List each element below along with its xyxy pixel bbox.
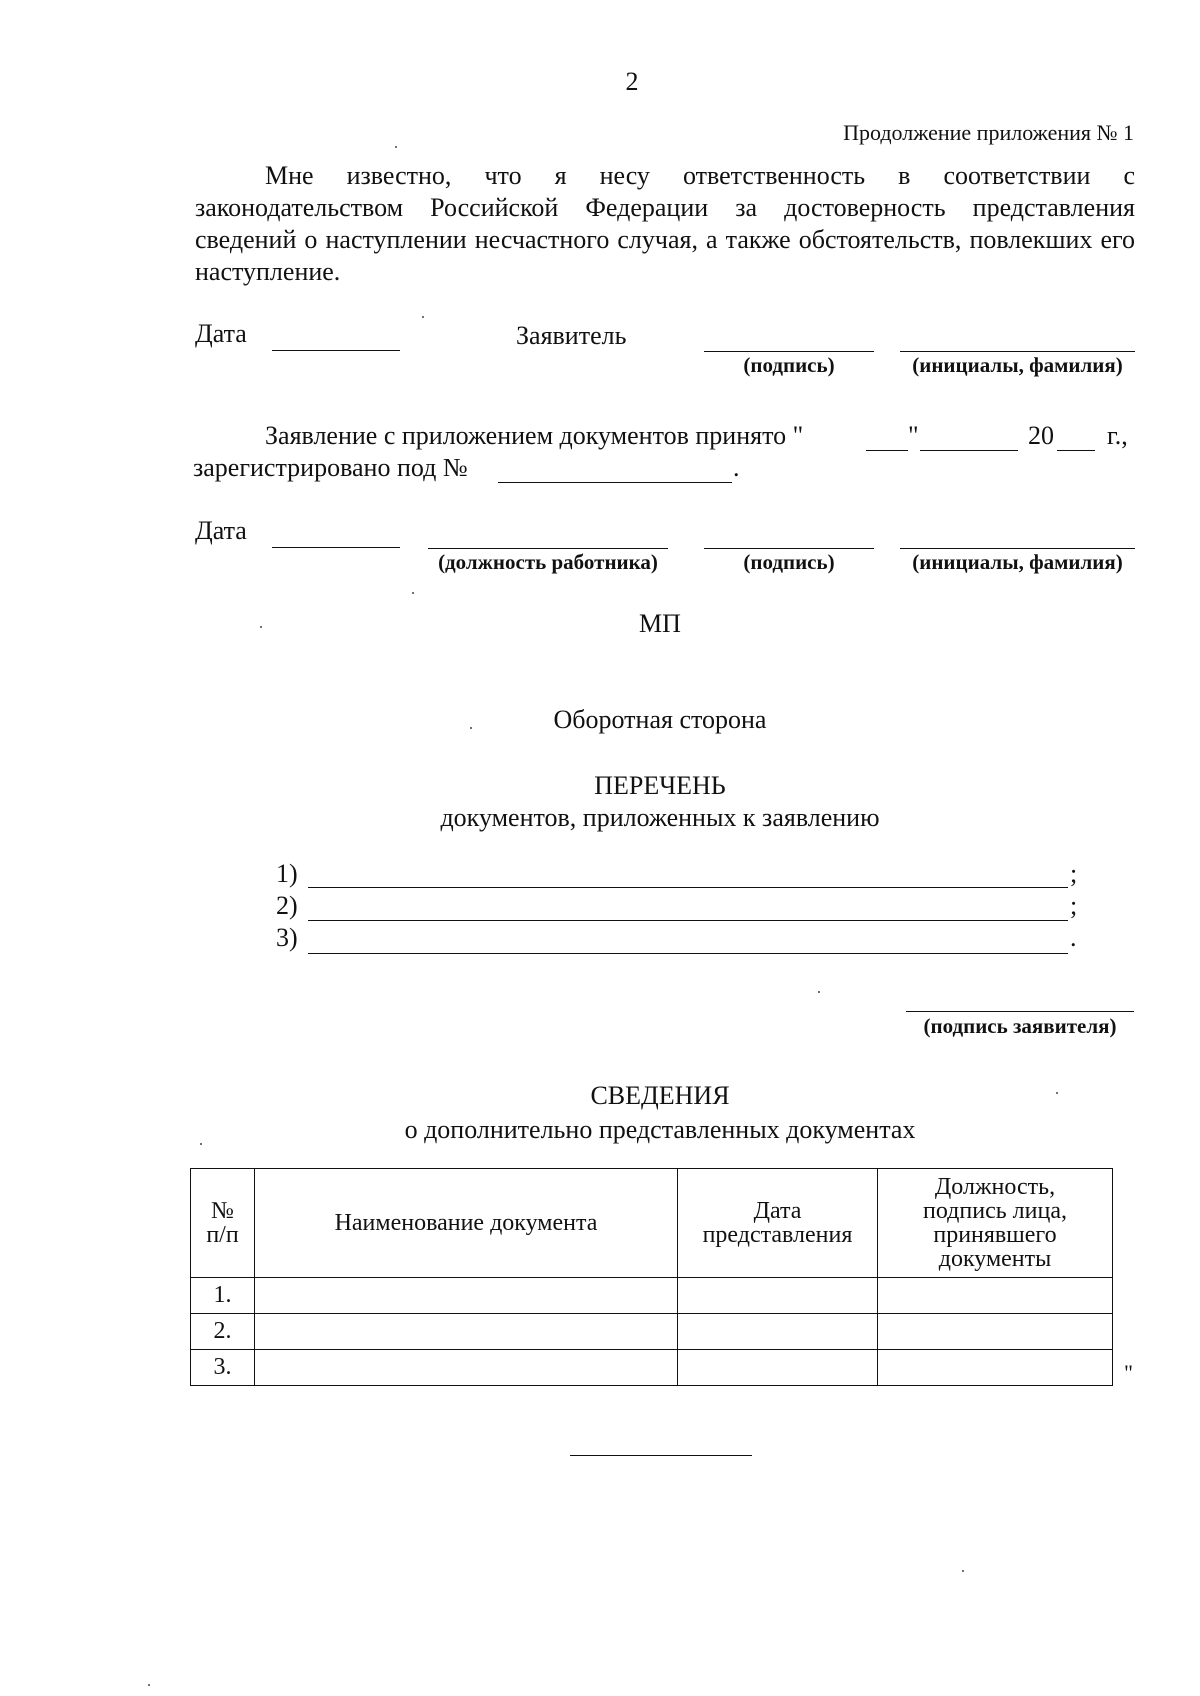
applicant-signature-line[interactable] bbox=[906, 1011, 1134, 1012]
employee-signature-field[interactable] bbox=[704, 548, 874, 549]
applicant-label: Заявитель bbox=[516, 321, 627, 350]
scan-speck bbox=[412, 592, 414, 594]
employee-name-caption: (инициалы, фамилия) bbox=[912, 550, 1123, 574]
list-item-end: . bbox=[1070, 923, 1077, 952]
scan-speck bbox=[260, 626, 262, 628]
registration-text: зарегистрировано под № bbox=[193, 453, 468, 482]
list-item-end: ; bbox=[1070, 891, 1078, 920]
scan-speck bbox=[200, 1143, 202, 1145]
page-number: 2 bbox=[625, 67, 639, 96]
list-title: ПЕРЕЧЕНЬ bbox=[594, 771, 726, 800]
applicant-signature-caption: (подпись) bbox=[743, 353, 835, 377]
employee-name-field[interactable] bbox=[900, 548, 1135, 549]
row-submission-date[interactable] bbox=[678, 1314, 878, 1350]
table-row bbox=[191, 1314, 1113, 1350]
scan-speck bbox=[422, 316, 424, 318]
info-title: СВЕДЕНИЯ bbox=[590, 1081, 730, 1110]
applicant-signature-caption: (подпись заявителя) bbox=[923, 1014, 1117, 1038]
table-row bbox=[191, 1350, 1113, 1386]
row-accepting-person[interactable] bbox=[878, 1314, 1113, 1350]
list-item-field[interactable] bbox=[308, 953, 1068, 954]
applicant-signature-field[interactable] bbox=[704, 351, 874, 352]
list-subtitle: документов, приложенных к заявлению bbox=[440, 803, 880, 832]
acceptance-text: Заявление с приложением документов принято " bbox=[265, 421, 804, 450]
table-row bbox=[191, 1278, 1113, 1314]
row-document-name[interactable] bbox=[255, 1314, 678, 1350]
responsibility-paragraph: Мне известно, что я несу ответственность в соответствии с законодательством Российской Федерации за достоверность представления сведений о наступлении несчастного случая, а также обстоятельств, повлекших его наступление. bbox=[195, 161, 1135, 286]
acceptance-year-suffix: г., bbox=[1107, 421, 1128, 450]
info-subtitle: о дополнительно представленных документах bbox=[404, 1115, 916, 1144]
row-document-name[interactable] bbox=[255, 1278, 678, 1314]
list-item-number: 2) bbox=[276, 891, 298, 920]
list-item-field[interactable] bbox=[308, 920, 1068, 921]
employee-date-label: Дата bbox=[195, 516, 247, 545]
row-accepting-person[interactable] bbox=[878, 1350, 1113, 1386]
acceptance-year-prefix: 20 bbox=[1028, 421, 1054, 450]
acceptance-month-field[interactable] bbox=[920, 450, 1018, 451]
row-submission-date[interactable] bbox=[678, 1278, 878, 1314]
closing-quote: " bbox=[1124, 1360, 1133, 1385]
applicant-date-field[interactable] bbox=[272, 350, 400, 351]
list-item-field[interactable] bbox=[308, 887, 1068, 888]
stamp-place: МП bbox=[639, 609, 681, 638]
scan-speck bbox=[148, 1684, 150, 1686]
list-item-number: 3) bbox=[276, 923, 298, 952]
applicant-name-field[interactable] bbox=[900, 351, 1135, 352]
row-number: 3. bbox=[191, 1350, 255, 1386]
closing-separator bbox=[570, 1455, 752, 1456]
header-submission-date: Дата представления bbox=[678, 1169, 878, 1278]
applicant-date-label: Дата bbox=[195, 319, 247, 348]
scan-speck bbox=[395, 146, 397, 148]
table-header-row bbox=[191, 1169, 1113, 1278]
employee-signature-caption: (подпись) bbox=[743, 550, 835, 574]
employee-position-field[interactable] bbox=[428, 548, 668, 549]
header-note: Продолжение приложения № 1 bbox=[843, 120, 1134, 145]
scan-speck bbox=[1056, 1092, 1058, 1094]
header-document-name: Наименование документа bbox=[255, 1169, 678, 1278]
acceptance-day-field[interactable] bbox=[866, 450, 908, 451]
list-item-end: ; bbox=[1070, 859, 1078, 888]
registration-number-field[interactable] bbox=[498, 482, 732, 483]
reverse-side-heading: Оборотная сторона bbox=[553, 705, 767, 734]
employee-position-caption: (должность работника) bbox=[438, 550, 658, 574]
header-number: № п/п bbox=[191, 1169, 255, 1278]
scan-speck bbox=[818, 991, 820, 993]
row-document-name[interactable] bbox=[255, 1350, 678, 1386]
header-accepting-person: Должность, подпись лица, принявшего документы bbox=[878, 1169, 1113, 1278]
acceptance-year-field[interactable] bbox=[1057, 450, 1095, 451]
scan-speck bbox=[962, 1570, 964, 1572]
registration-period: . bbox=[733, 453, 740, 482]
list-item-number: 1) bbox=[276, 859, 298, 888]
acceptance-quote-close: " bbox=[908, 421, 919, 450]
row-accepting-person[interactable] bbox=[878, 1278, 1113, 1314]
row-number: 2. bbox=[191, 1314, 255, 1350]
row-submission-date[interactable] bbox=[678, 1350, 878, 1386]
employee-date-field[interactable] bbox=[272, 547, 400, 548]
row-number: 1. bbox=[191, 1278, 255, 1314]
scan-speck bbox=[470, 727, 472, 729]
documents-table bbox=[190, 1168, 1113, 1386]
applicant-name-caption: (инициалы, фамилия) bbox=[912, 353, 1123, 377]
